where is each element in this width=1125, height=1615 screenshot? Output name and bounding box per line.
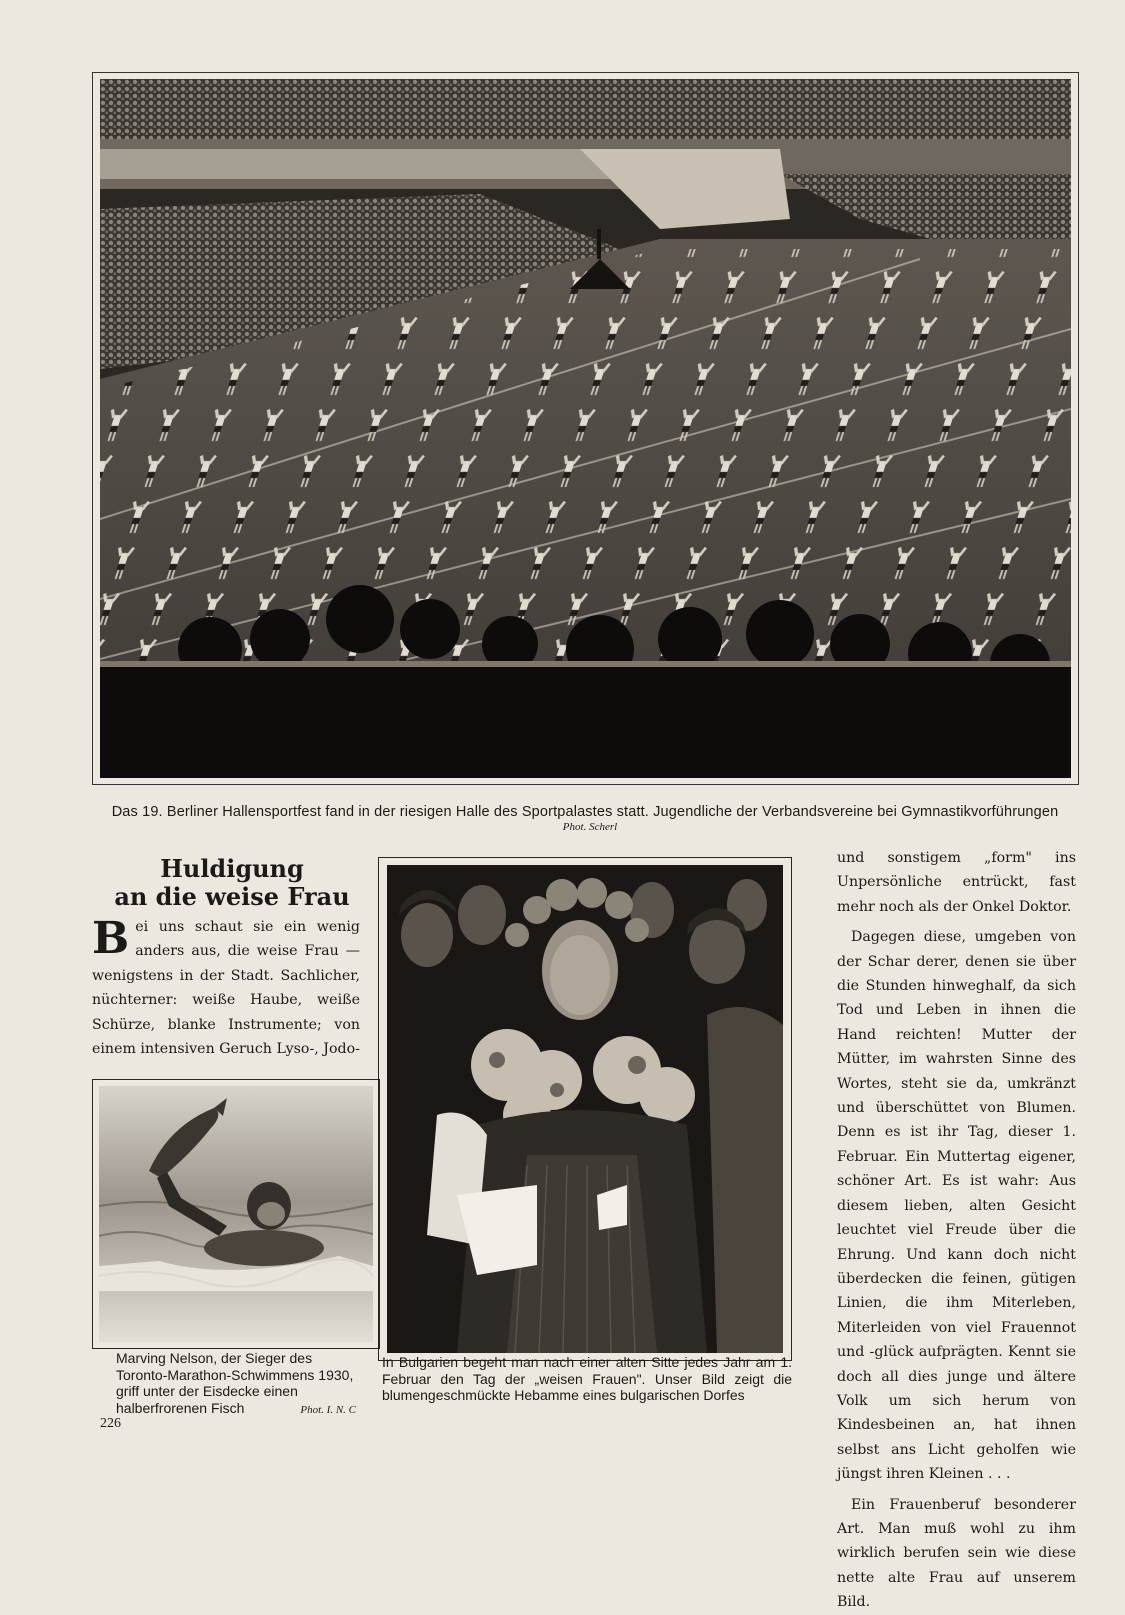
midwife-photo-image [387, 865, 783, 1353]
article-paragraph: Dagegen diese, umgeben von der Schar derer, denen sie über die Stunden hinweghalf, da sich Tod und Leben in ihnen die Hand reichten! Mutter der Mütter, im wahrsten Sinne des Wortes, steht sie da, umkränzt und überschüttet von Blumen. Denn es ist ihr Tag, dieser 1. Februar. Ein Muttertag eigener, schöner Art. Es ist wahr: Aus diesem lieben, alten Gesicht leuchtet viel Freude über die Ehrung. Und kann doch nicht überdecken die feinen, gütigen Linien, die ihm Miterleben, Miterleiden von viel Frauennot und -glück aufprägten. Kennt sie doch all dies junge und ältere Volk um sich herum von Kindesbeinen an, hat ihnen selbst ans Licht geholfen wie jüngst ihren Kleinen . . . [837, 929, 1076, 1483]
headline-line-1: Huldigung [160, 854, 304, 883]
gymnastics-photo [92, 72, 1079, 785]
page-number: 226 [100, 1416, 121, 1431]
article-paragraph: Ein Frauenberuf besonderer Art. Man muß wohl zu ihm wirklich berufen sein wie diese nette alte Frau auf unserem Bild. [837, 1496, 1076, 1611]
swimmer-caption-text: Marving Nelson, der Sieger des Toronto-Marathon-Schwimmens 1930, griff unter der Eisdecke einen halberfrorenen Fisch [116, 1350, 354, 1416]
headline-line-2: an die weise Frau [114, 882, 350, 911]
swimmer-photo-image [99, 1086, 373, 1342]
swimmer-photo-credit: Phot. I. N. C [300, 1403, 356, 1416]
top-photo-caption: Das 19. Berliner Hallensportfest fand in der riesigen Halle des Sportpalastes statt. Jugendliche der Verbandsvereine bei Gymnastikvorführungen [111, 804, 1059, 820]
top-photo-credit: Phot. Scherl [562, 821, 618, 833]
gymnastics-photo-image [100, 79, 1071, 778]
article-intro [92, 915, 360, 1061]
midwife-photo [378, 857, 792, 1361]
article-paragraph: und sonstigem „form" ins Unpersönliche entrückt, fast mehr noch als der Onkel Doktor. [837, 850, 1076, 915]
swimmer-photo [92, 1079, 380, 1349]
article-headline [92, 855, 372, 911]
drop-cap: B [92, 913, 130, 964]
swimmer-photo-caption [116, 1350, 356, 1418]
midwife-photo-caption: In Bulgarien begeht man nach einer alten Sitte jedes Jahr am 1. Februar den Tag der „weisen Frauen". Unser Bild zeigt die blumengeschmückte Hebamme eines bulgarischen Dorfes [382, 1354, 792, 1403]
article-column-right [837, 846, 1076, 1615]
intro-text: ei uns schaut sie ein wenig anders aus, die weise Frau — wenigstens in der Stadt. Sachlicher, nüchterner: weiße Haube, weiße Schürze, blanke Instrumente; von einem intensiven Geruch Lyso-, Jodo- [92, 919, 360, 1058]
